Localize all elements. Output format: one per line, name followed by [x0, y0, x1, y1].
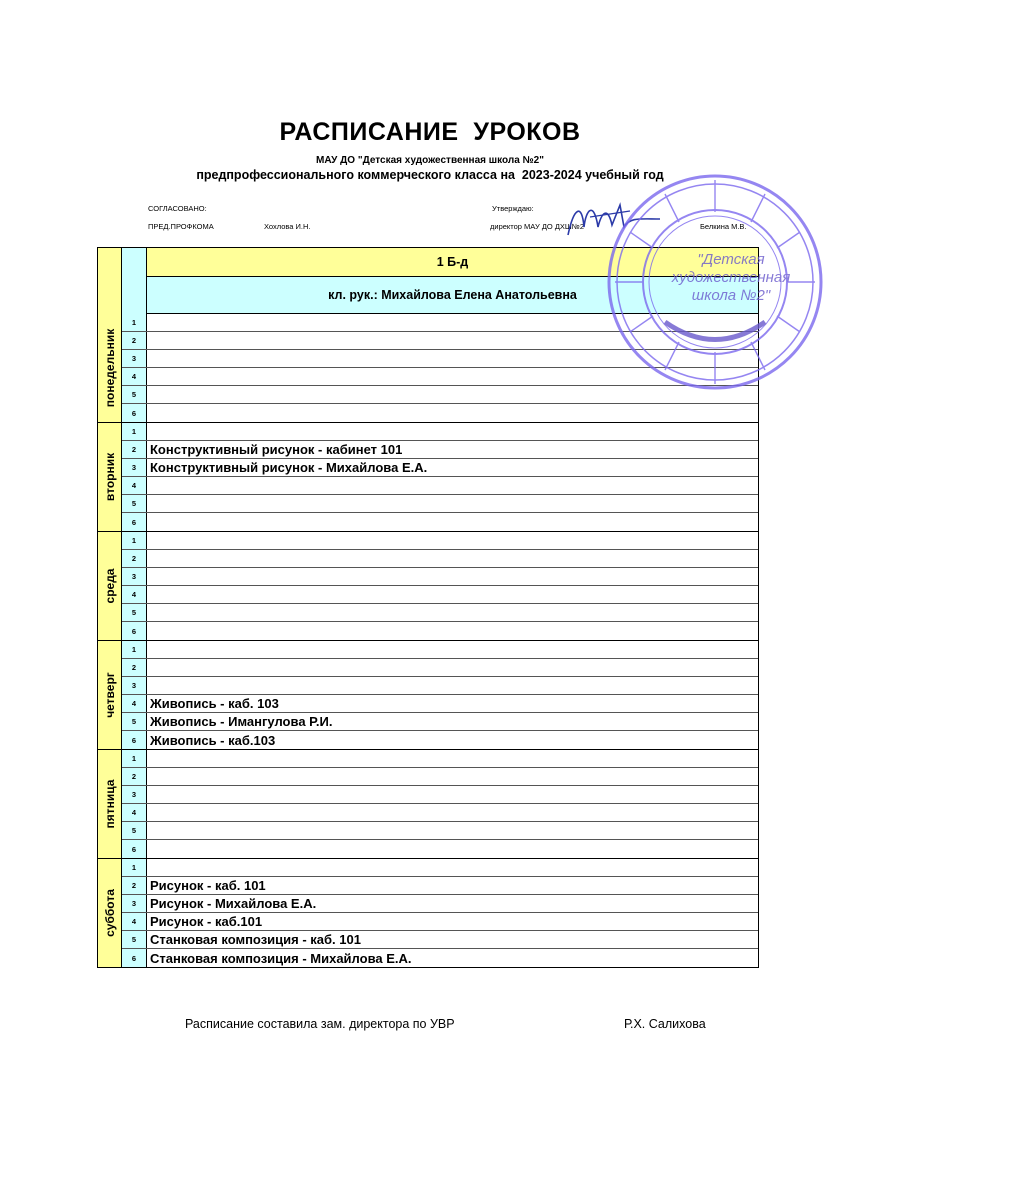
lesson-number: 3 [122, 459, 147, 476]
lesson-number: 1 [122, 859, 147, 876]
lesson-number: 1 [122, 532, 147, 549]
lesson-subject [147, 677, 758, 694]
lesson-list [122, 750, 758, 858]
class-description: предпрофессионального коммерческого класса на 2023-2024 учебный год [196, 168, 664, 182]
day-name: среда [102, 568, 117, 604]
lesson-list [122, 859, 758, 967]
lesson-row [122, 604, 758, 622]
lesson-number: 1 [122, 641, 147, 658]
lesson-number: 5 [122, 931, 147, 948]
day-block [98, 859, 758, 967]
footer-compiler-name: Р.Х. Салихова [624, 1017, 706, 1031]
lesson-number: 2 [122, 768, 147, 785]
lesson-number: 6 [122, 404, 147, 422]
lesson-row [122, 550, 758, 568]
day-name: пятница [102, 779, 117, 829]
lesson-number: 5 [122, 386, 147, 403]
days-container [98, 314, 758, 967]
stamp-text-2: художественная [671, 269, 791, 286]
day-name: четверг [102, 672, 117, 718]
lesson-row [122, 840, 758, 858]
lesson-number: 2 [122, 659, 147, 676]
day-label [98, 750, 122, 858]
lesson-row [122, 895, 758, 913]
approve-label: Утверждаю: [492, 204, 534, 213]
institution-name: МАУ ДО "Детская художественная школа №2" [316, 155, 544, 166]
lesson-subject: Живопись - каб.103 [150, 732, 276, 748]
union-label: ПРЕД.ПРОФКОМА [148, 222, 214, 231]
lesson-number: 5 [122, 713, 147, 730]
lesson-subject [147, 622, 758, 640]
lesson-subject [147, 641, 758, 658]
lesson-number: 4 [122, 368, 147, 385]
day-block [98, 641, 758, 750]
lesson-row [122, 695, 758, 713]
lesson-row [122, 659, 758, 677]
lesson-subject [147, 550, 758, 567]
lesson-row [122, 786, 758, 804]
lesson-list [122, 423, 758, 531]
lesson-number: 3 [122, 786, 147, 803]
lesson-row [122, 513, 758, 531]
lesson-subject [147, 586, 758, 603]
day-label [98, 641, 122, 749]
lesson-number: 6 [122, 840, 147, 858]
lesson-number: 6 [122, 731, 147, 749]
lesson-number: 3 [122, 568, 147, 585]
lesson-row [122, 532, 758, 550]
lesson-row [122, 877, 758, 895]
lesson-subject [147, 859, 758, 876]
lesson-number: 6 [122, 622, 147, 640]
day-block [98, 532, 758, 641]
page-title: РАСПИСАНИЕ УРОКОВ [279, 118, 581, 146]
stamp-text-1: "Детская [697, 251, 765, 268]
lesson-row [122, 568, 758, 586]
lesson-subject: Рисунок - каб.101 [150, 914, 263, 929]
lesson-row [122, 768, 758, 786]
lesson-subject: Станковая композиция - Михайлова Е.А. [150, 950, 412, 966]
lesson-row [122, 949, 758, 967]
lesson-subject [147, 495, 758, 512]
lesson-subject: Живопись - Имангулова Р.И. [150, 714, 333, 729]
lesson-row [122, 622, 758, 640]
lesson-row [122, 822, 758, 840]
lesson-row [122, 641, 758, 659]
day-label [98, 314, 122, 422]
lesson-row [122, 441, 758, 459]
day-label [98, 532, 122, 640]
lesson-number: 1 [122, 423, 147, 440]
lesson-subject [147, 604, 758, 621]
lesson-subject: Конструктивный рисунок - кабинет 101 [150, 442, 403, 457]
lesson-row [122, 750, 758, 768]
lesson-subject: Рисунок - Михайлова Е.А. [150, 896, 317, 911]
lesson-number: 2 [122, 877, 147, 894]
lesson-subject [147, 822, 758, 839]
day-label [98, 859, 122, 967]
lesson-row [122, 677, 758, 695]
lesson-number: 3 [122, 895, 147, 912]
lesson-subject: Живопись - каб. 103 [150, 696, 279, 711]
lesson-list [122, 532, 758, 640]
director-name: Белкина М.В. [700, 222, 747, 231]
lesson-number: 4 [122, 913, 147, 930]
lesson-number: 1 [122, 750, 147, 767]
day-block [98, 423, 758, 532]
lesson-row [122, 931, 758, 949]
official-stamp [605, 172, 825, 392]
lesson-number: 3 [122, 350, 147, 367]
class-teacher: кл. рук.: Михайлова Елена Анатольевна [147, 277, 758, 314]
footer-compiled-by: Расписание составила зам. директора по УВР [185, 1017, 455, 1031]
lesson-subject [147, 840, 758, 858]
lesson-subject [147, 659, 758, 676]
lesson-number: 1 [122, 314, 147, 331]
lesson-row [122, 459, 758, 477]
lesson-number: 6 [122, 513, 147, 531]
lesson-subject [147, 477, 758, 494]
lesson-number: 5 [122, 822, 147, 839]
lesson-number: 4 [122, 804, 147, 821]
class-name: 1 Б-д [147, 248, 758, 277]
lesson-subject: Рисунок - каб. 101 [150, 878, 266, 893]
lesson-row [122, 423, 758, 441]
lesson-row [122, 495, 758, 513]
day-name: вторник [102, 452, 117, 502]
agreed-label: СОГЛАСОВАНО: [148, 204, 207, 213]
lesson-subject [147, 768, 758, 785]
lesson-subject [147, 568, 758, 585]
day-name: понедельник [102, 328, 117, 408]
lesson-number: 4 [122, 586, 147, 603]
director-label: директор МАУ ДО ДХШ№2 [490, 222, 584, 231]
day-block [98, 750, 758, 859]
lesson-row [122, 859, 758, 877]
lesson-number: 2 [122, 332, 147, 349]
lesson-row [122, 713, 758, 731]
lesson-subject [147, 404, 758, 422]
lesson-list [122, 641, 758, 749]
lesson-subject: Станковая композиция - каб. 101 [150, 932, 361, 947]
lesson-number: 5 [122, 495, 147, 512]
day-name: суббота [102, 889, 117, 937]
lesson-row [122, 913, 758, 931]
lesson-subject [147, 423, 758, 440]
lesson-row [122, 477, 758, 495]
lesson-subject: Конструктивный рисунок - Михайлова Е.А. [150, 460, 428, 475]
lesson-row [122, 404, 758, 422]
lesson-subject [147, 786, 758, 803]
lesson-number: 2 [122, 441, 147, 458]
lesson-subject [147, 750, 758, 767]
day-label [98, 423, 122, 531]
lesson-number: 5 [122, 604, 147, 621]
lesson-number: 6 [122, 949, 147, 967]
lesson-number: 2 [122, 550, 147, 567]
lesson-number: 3 [122, 677, 147, 694]
lesson-row [122, 804, 758, 822]
lesson-subject [147, 532, 758, 549]
lesson-subject [147, 804, 758, 821]
lesson-row [122, 731, 758, 749]
lesson-subject [147, 513, 758, 531]
stamp-text-3: школа №2" [691, 287, 771, 304]
lesson-row [122, 586, 758, 604]
lesson-number: 4 [122, 695, 147, 712]
union-name: Хохлова И.Н. [264, 222, 311, 231]
lesson-number: 4 [122, 477, 147, 494]
